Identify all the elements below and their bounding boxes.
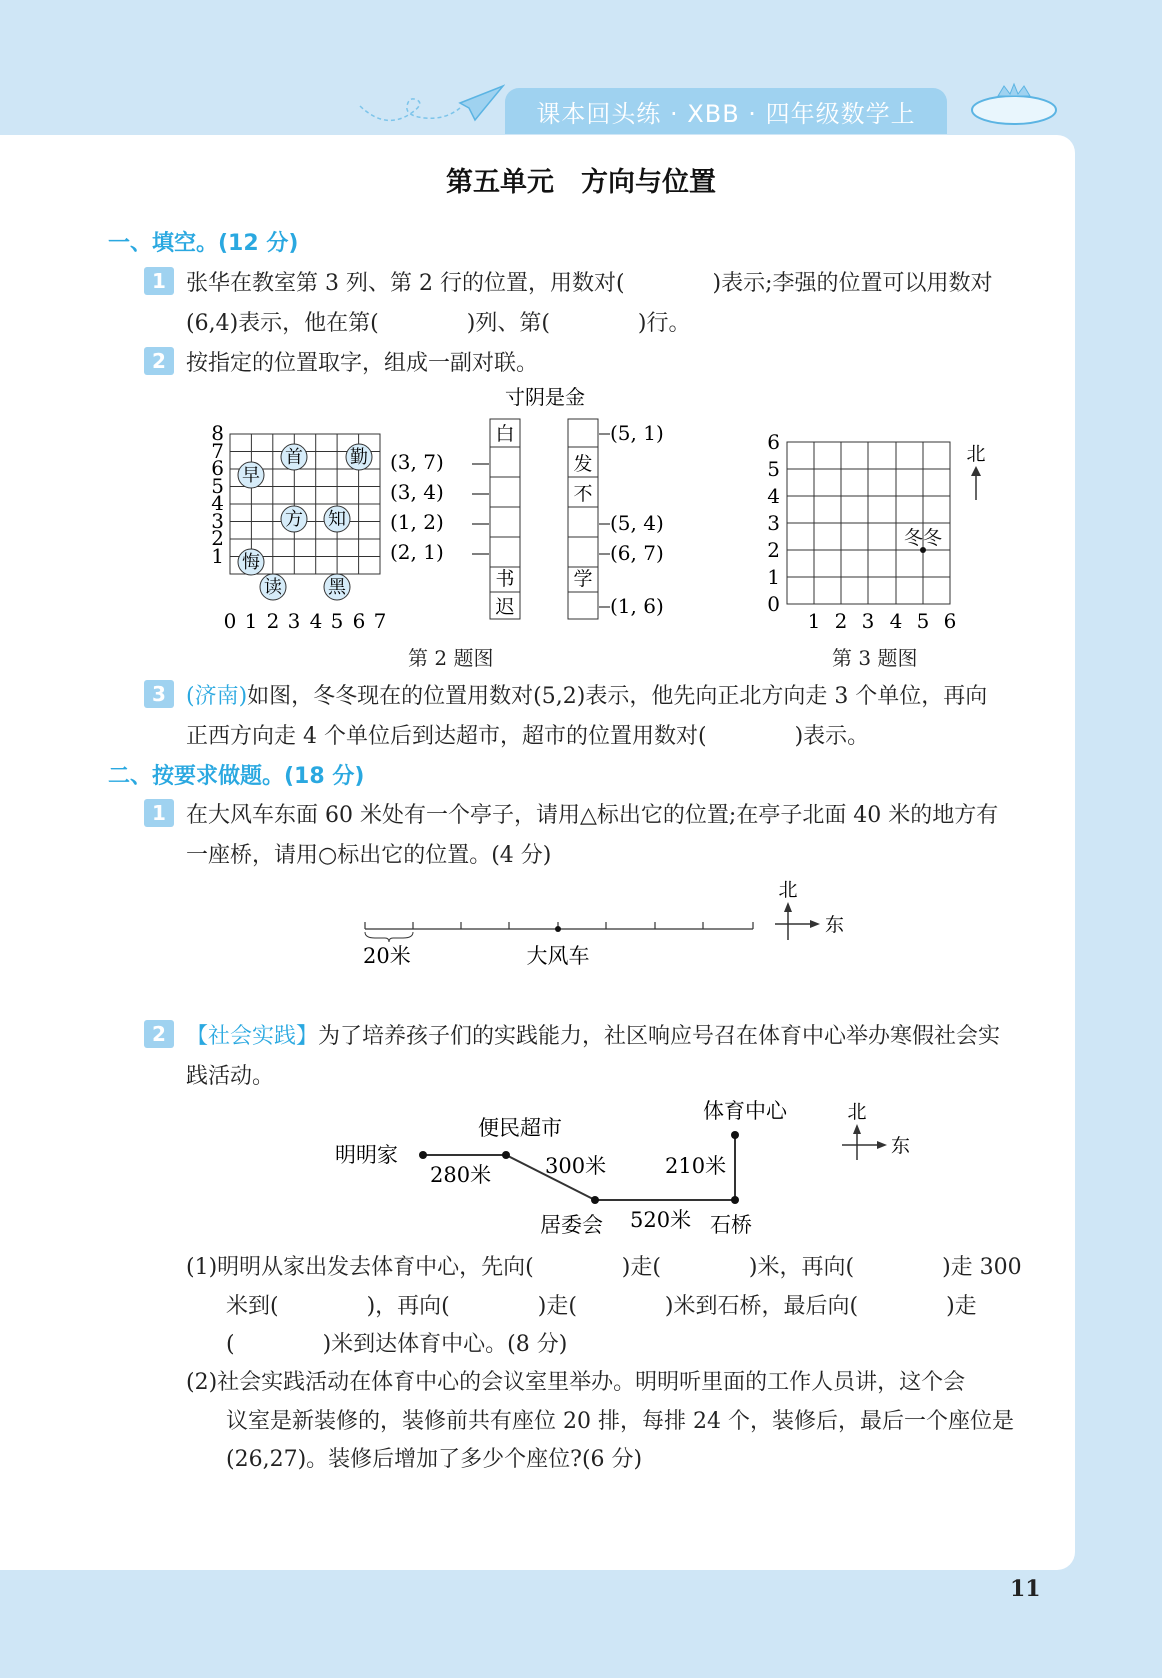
x-tick: 5	[916, 609, 930, 633]
coord-label: (5, 4)	[610, 511, 664, 535]
x-tick: 3	[861, 609, 875, 633]
grid-char: 首	[285, 447, 303, 468]
q2-2-2-line3: (26,27)。装修后增加了多少个座位?(6 分)	[226, 1447, 643, 1472]
y-tick: 3	[211, 509, 224, 533]
q1-3-line1-text: 如图，冬冬现在的位置用数对(5,2)表示，他先向正北方向走 3 个单位，再向	[247, 684, 988, 709]
person-label: 冬冬	[903, 527, 943, 549]
figure-2-caption: 第 2 题图	[408, 646, 494, 670]
q2-2-1-line3: ( )米到达体育中心。(8 分)	[226, 1332, 568, 1357]
question-number: 1	[144, 799, 174, 827]
coord-label: (3, 4)	[390, 480, 444, 504]
y-tick: 2	[767, 538, 780, 562]
q1-2-text: 按指定的位置取字，组成一副对联。	[186, 351, 539, 376]
y-tick: 6	[211, 456, 224, 480]
grid-char: 方	[285, 509, 303, 530]
grid-char: 黑	[328, 577, 346, 598]
section-2-heading: 二、按要求做题。(18 分)	[108, 764, 365, 789]
q2-2-2-line2: 议室是新装修的，装修前共有座位 20 排，每排 24 个，装修后，最后一个座位是	[226, 1409, 1014, 1434]
question-number: 1	[144, 267, 174, 295]
page-number: 11	[1010, 1576, 1041, 1602]
y-tick: 8	[211, 421, 224, 445]
x-tick: 3	[287, 609, 301, 633]
y-tick: 4	[211, 491, 224, 515]
col-char: 不	[573, 483, 593, 505]
grid-char: 勤	[350, 447, 368, 468]
x-tick: 5	[330, 609, 344, 633]
grid-char: 读	[264, 577, 282, 598]
windmill-label: 大风车	[526, 944, 590, 968]
figure-3	[760, 434, 1000, 634]
east-arrow-icon	[877, 1141, 887, 1149]
q1-3-line1	[186, 679, 987, 710]
y-tick: 2	[211, 526, 224, 550]
x-tick: 0	[223, 609, 237, 633]
grid-char: 早	[242, 465, 260, 486]
coord-label: (6, 7)	[610, 541, 664, 565]
logo-icon	[968, 82, 1060, 128]
committee-label: 居委会	[540, 1213, 603, 1237]
question-number: 3	[144, 680, 174, 708]
east-label: 东	[891, 1135, 911, 1157]
bridge-label: 石桥	[710, 1213, 752, 1237]
q2-2-line2: 践活动。	[186, 1064, 275, 1089]
distance-label: 300米	[545, 1154, 607, 1178]
north-label: 北	[847, 1101, 867, 1123]
paper-plane-icon	[355, 78, 505, 138]
q2-2-line1-text: 为了培养孩子们的实践能力，社区响应号召在体育中心举办寒假社会实	[318, 1024, 1001, 1049]
distance-label: 280米	[430, 1163, 492, 1187]
north-arrow-head-icon	[971, 466, 981, 476]
topic-tag: 【社会实践】	[186, 1024, 319, 1049]
unit-title: 第五单元 方向与位置	[446, 167, 716, 198]
x-tick: 6	[352, 609, 366, 633]
y-tick: 5	[211, 474, 224, 498]
north-arrow-icon	[853, 1124, 861, 1134]
coord-label: (5, 1)	[610, 421, 664, 445]
x-tick: 2	[266, 609, 280, 633]
grid-char: 悔	[242, 552, 260, 573]
windmill-dot	[555, 926, 561, 932]
sports-center-label: 体育中心	[703, 1099, 787, 1123]
scale-brace	[365, 932, 413, 942]
question-number: 2	[144, 1020, 174, 1048]
col-char: 白	[495, 423, 515, 445]
route-map	[330, 1090, 930, 1240]
col-char: 书	[495, 568, 515, 590]
east-arrow-icon	[810, 920, 820, 928]
q1-3-line2: 正西方向走 4 个单位后到达超市，超市的位置用数对( )表示。	[186, 724, 870, 749]
x-tick: 1	[244, 609, 258, 633]
number-line-figure	[355, 874, 855, 974]
north-arrow-icon	[784, 902, 792, 912]
col-char: 迟	[495, 596, 515, 618]
grid-char: 知	[328, 509, 346, 530]
figure-3-caption: 第 3 题图	[832, 646, 918, 670]
q1-1-line2: (6,4)表示，他在第( )列、第( )行。	[186, 311, 691, 336]
question-number: 2	[144, 347, 174, 375]
figure-2	[200, 384, 720, 634]
x-tick: 4	[309, 609, 323, 633]
col-char: 发	[573, 453, 593, 475]
y-tick: 1	[767, 565, 780, 589]
header-title: 课本回头练 · XBB · 四年级数学上	[505, 88, 947, 134]
distance-label: 520米	[630, 1208, 692, 1232]
x-tick: 1	[807, 609, 821, 633]
x-tick: 2	[834, 609, 848, 633]
coord-label: (2, 1)	[390, 540, 444, 564]
top-text: 寸阴是金	[505, 385, 585, 409]
market-label: 便民超市	[478, 1116, 562, 1140]
distance-label: 210米	[665, 1154, 727, 1178]
y-tick: 5	[767, 457, 780, 481]
region-tag: (济南)	[186, 684, 248, 709]
q2-2-2-line1: (2)社会实践活动在体育中心的会议室里举办。明明听里面的工作人员讲，这个会	[186, 1370, 966, 1395]
coord-label: (3, 7)	[390, 450, 444, 474]
q1-1-line1: 张华在教室第 3 列、第 2 行的位置，用数对( )表示;李强的位置可以用数对	[186, 271, 993, 296]
y-tick: 3	[767, 511, 780, 535]
q2-2-line1	[186, 1019, 1000, 1050]
y-tick: 6	[767, 434, 780, 454]
y-tick: 1	[211, 544, 224, 568]
y-tick: 0	[767, 592, 780, 616]
scale-label: 20米	[363, 944, 411, 968]
north-label: 北	[778, 879, 798, 901]
north-label: 北	[966, 443, 986, 465]
home-label: 明明家	[335, 1143, 398, 1167]
q2-2-1-line2: 米到( )，再向( )走( )米到石桥，最后向( )走	[226, 1294, 977, 1319]
coord-label: (1, 6)	[610, 594, 664, 618]
east-label: 东	[825, 914, 845, 936]
q2-1-line1: 在大风车东面 60 米处有一个亭子，请用△标出它的位置;在亭子北面 40 米的地方有	[186, 803, 999, 828]
y-tick: 4	[767, 484, 780, 508]
x-tick: 6	[943, 609, 957, 633]
q2-2-1-line1: (1)明明从家出发去体育中心，先向( )走( )米，再向( )走 300	[186, 1255, 1022, 1280]
y-tick: 7	[211, 439, 224, 463]
section-1-heading: 一、填空。(12 分)	[108, 231, 299, 256]
x-tick: 4	[889, 609, 903, 633]
q2-1-line2: 一座桥，请用○标出它的位置。(4 分)	[186, 843, 552, 868]
coord-label: (1, 2)	[390, 510, 444, 534]
x-tick: 7	[373, 609, 387, 633]
col-char: 学	[573, 568, 593, 590]
